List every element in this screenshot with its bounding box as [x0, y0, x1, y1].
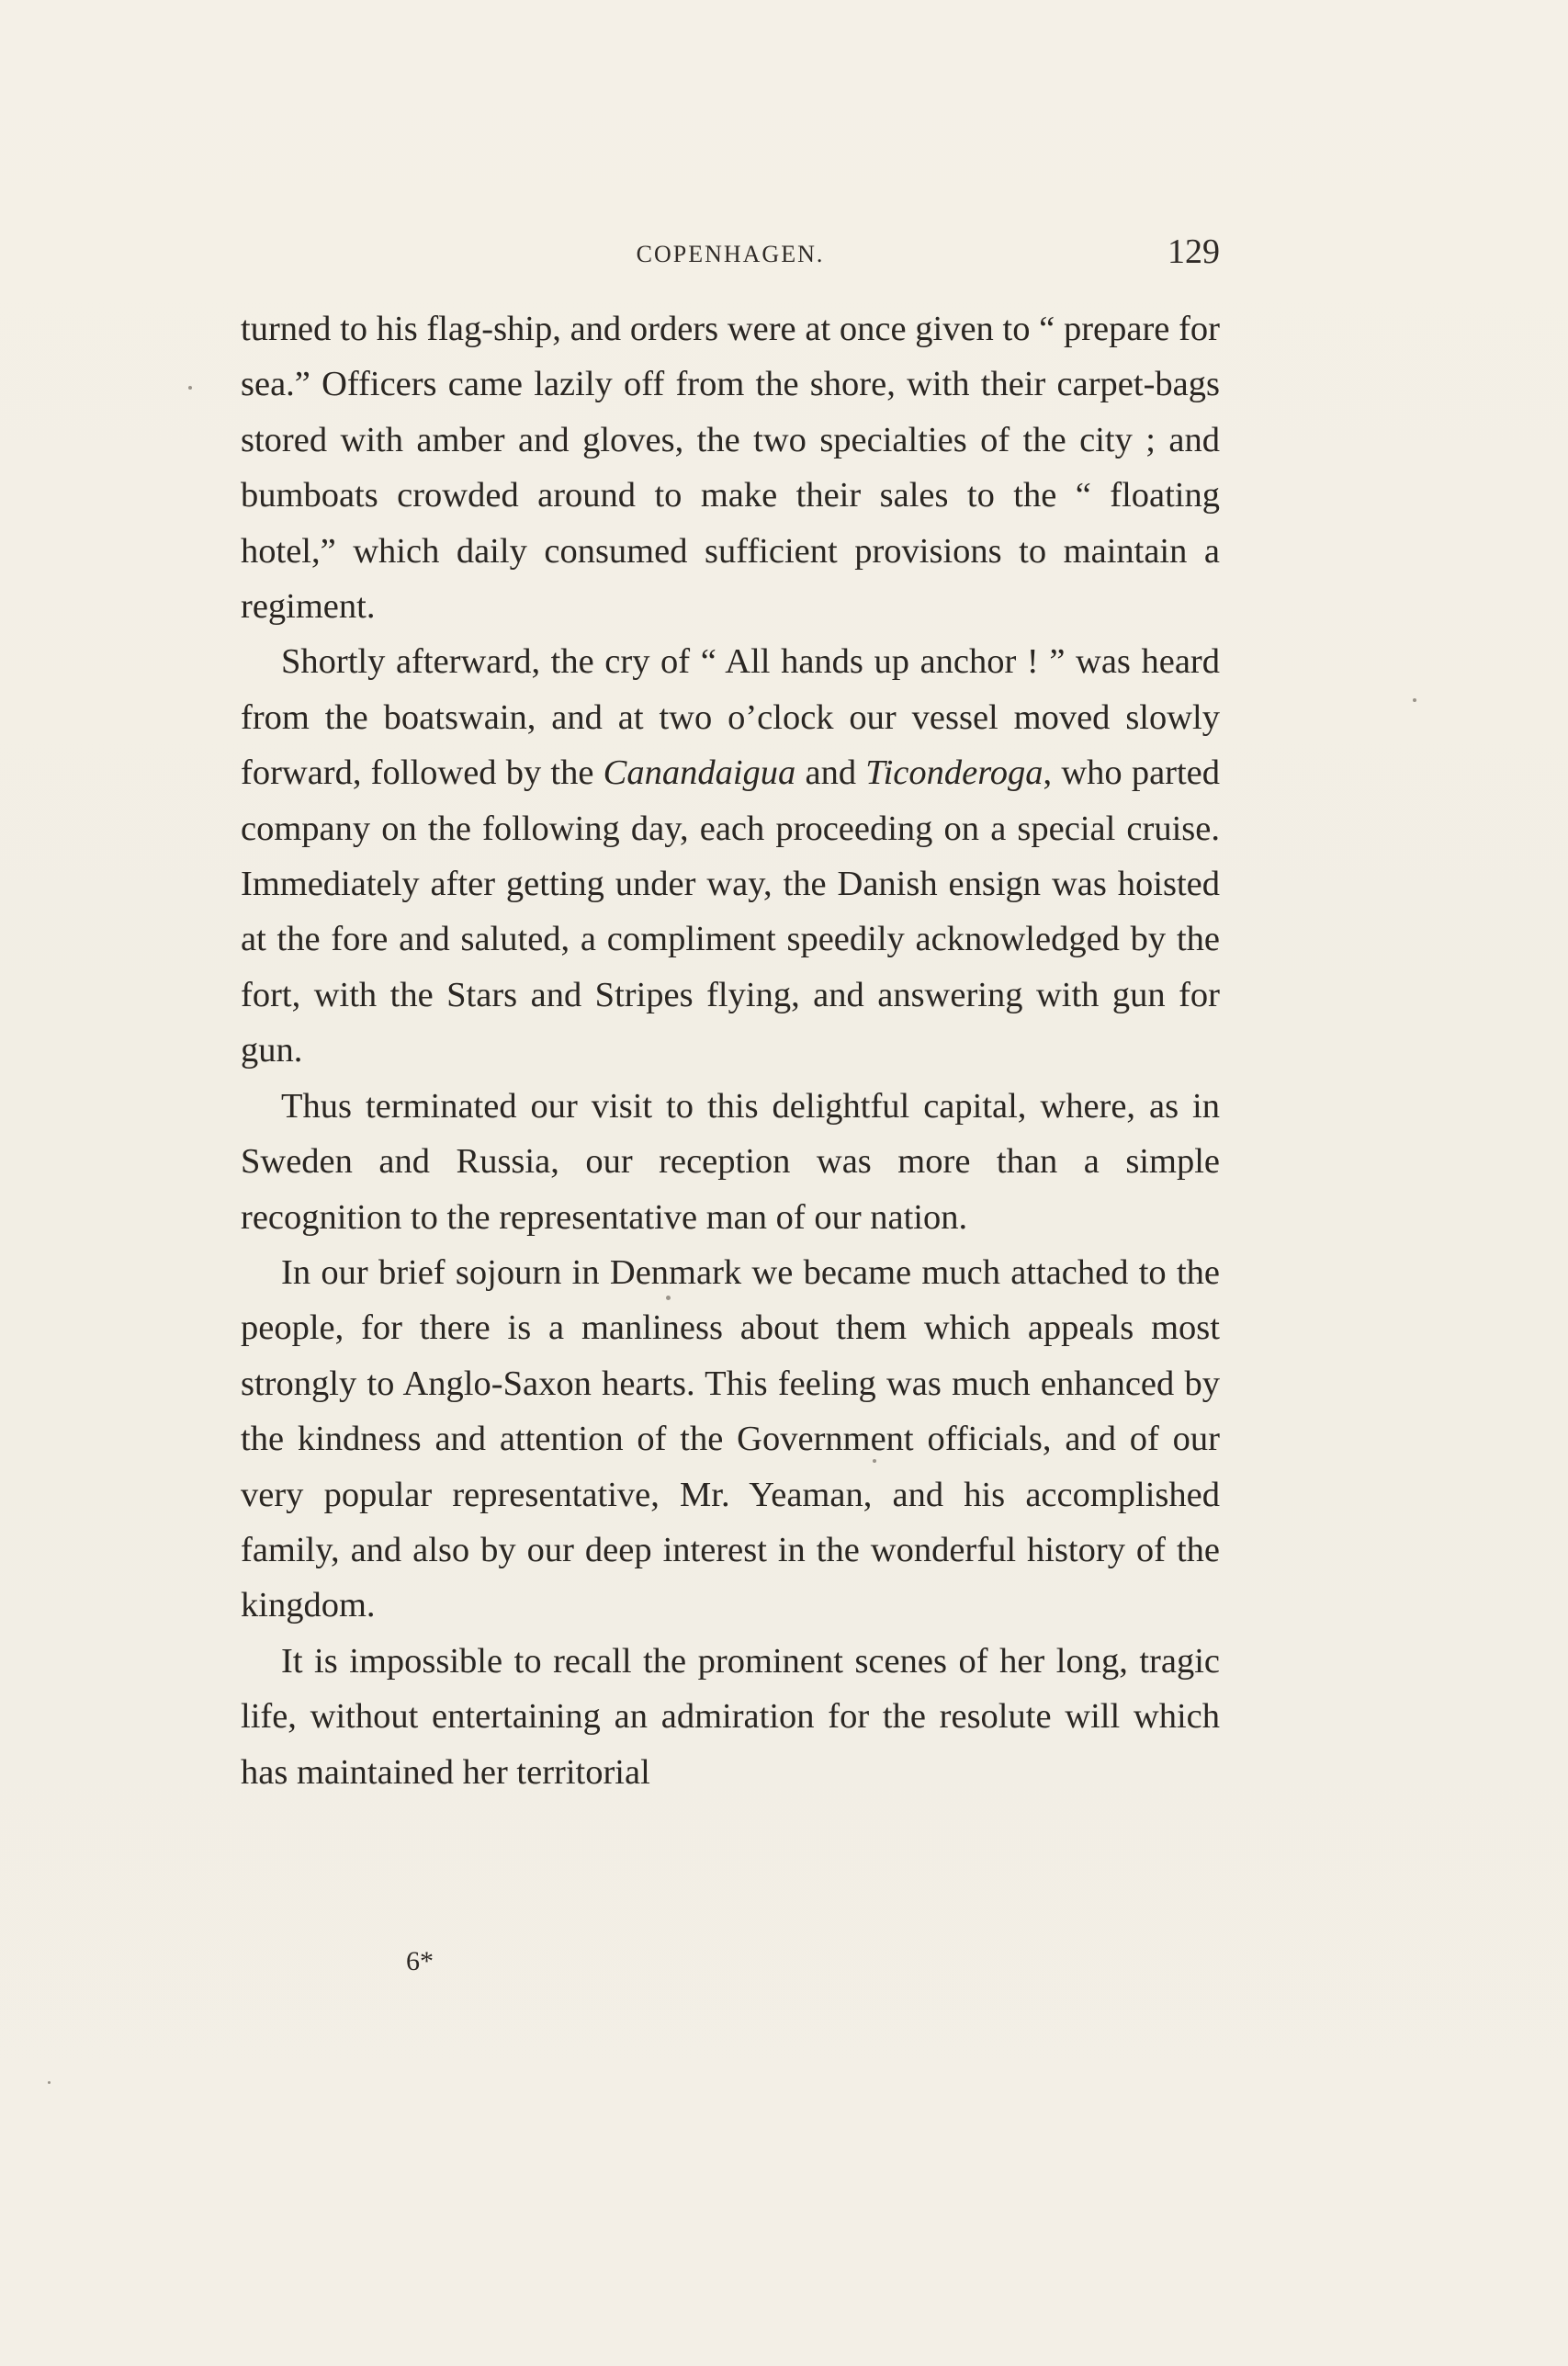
paper-speck [1413, 698, 1416, 702]
paragraph-2-part-2: and [795, 753, 866, 793]
running-head: COPENHAGEN. [636, 241, 825, 267]
body-text [241, 301, 1220, 1800]
page-number: 129 [1168, 232, 1220, 271]
paragraph-3: Thus terminated our visit to this delightful capital, where, as in Sweden and Russia, our reception was more than a simple recognition to the representative man of our nation. [241, 1086, 1220, 1237]
ship-name-ticonderoga: Ticonderoga [865, 753, 1043, 793]
paragraph-2-part-3: , who parted company on the following day, each proceeding on a special cruise. Immediately after getting under way, the Danish ensign was hoisted at the fore and saluted, a compliment speedily acknowledged by the fort, with the Stars and Stripes flying, and answering with gun for gun. [241, 753, 1221, 1070]
paragraph-1: turned to his flag-ship, and orders were at once given to “ prepare for sea.” Officers came lazily off from the shore, with their carpet-bags stored with amber and gloves, the two specialties of the city ; and bumboats crowded around to make their sales to the “ floating hotel,” which daily consumed sufficient provisions to maintain a regiment. [241, 310, 1220, 627]
paragraph-2-part-1: Shortly afterward, the cry of “ All hands up anchor ! ” was heard from the boatswain, and at two o’clock our vessel moved slowly forward, followed by the [241, 642, 1220, 793]
ship-name-canandaigua: Canandaigua [603, 753, 796, 793]
paragraph-2 [241, 634, 1220, 1078]
paper-speck [48, 2081, 51, 2084]
paper-speck [873, 1459, 876, 1463]
paper-speck [188, 386, 192, 390]
page-header [241, 232, 1220, 277]
signature-mark: 6* [406, 1946, 434, 1976]
paper-speck [666, 1296, 671, 1300]
paragraph-5: It is impossible to recall the prominent scenes of her long, tragic life, without entertaining an admiration for the resolute will which has maintained her territorial [241, 1641, 1220, 1792]
paragraph-4: In our brief sojourn in Denmark we became much attached to the people, for there is a manliness about them which appeals most strongly to Anglo-Saxon hearts. This feeling was much enhanced by the kindness and attention of the Government officials, and of our very popular representative, Mr. Yeaman, and his accomplished family, and also by our deep interest in the wonderful history of the kingdom. [241, 1252, 1220, 1625]
